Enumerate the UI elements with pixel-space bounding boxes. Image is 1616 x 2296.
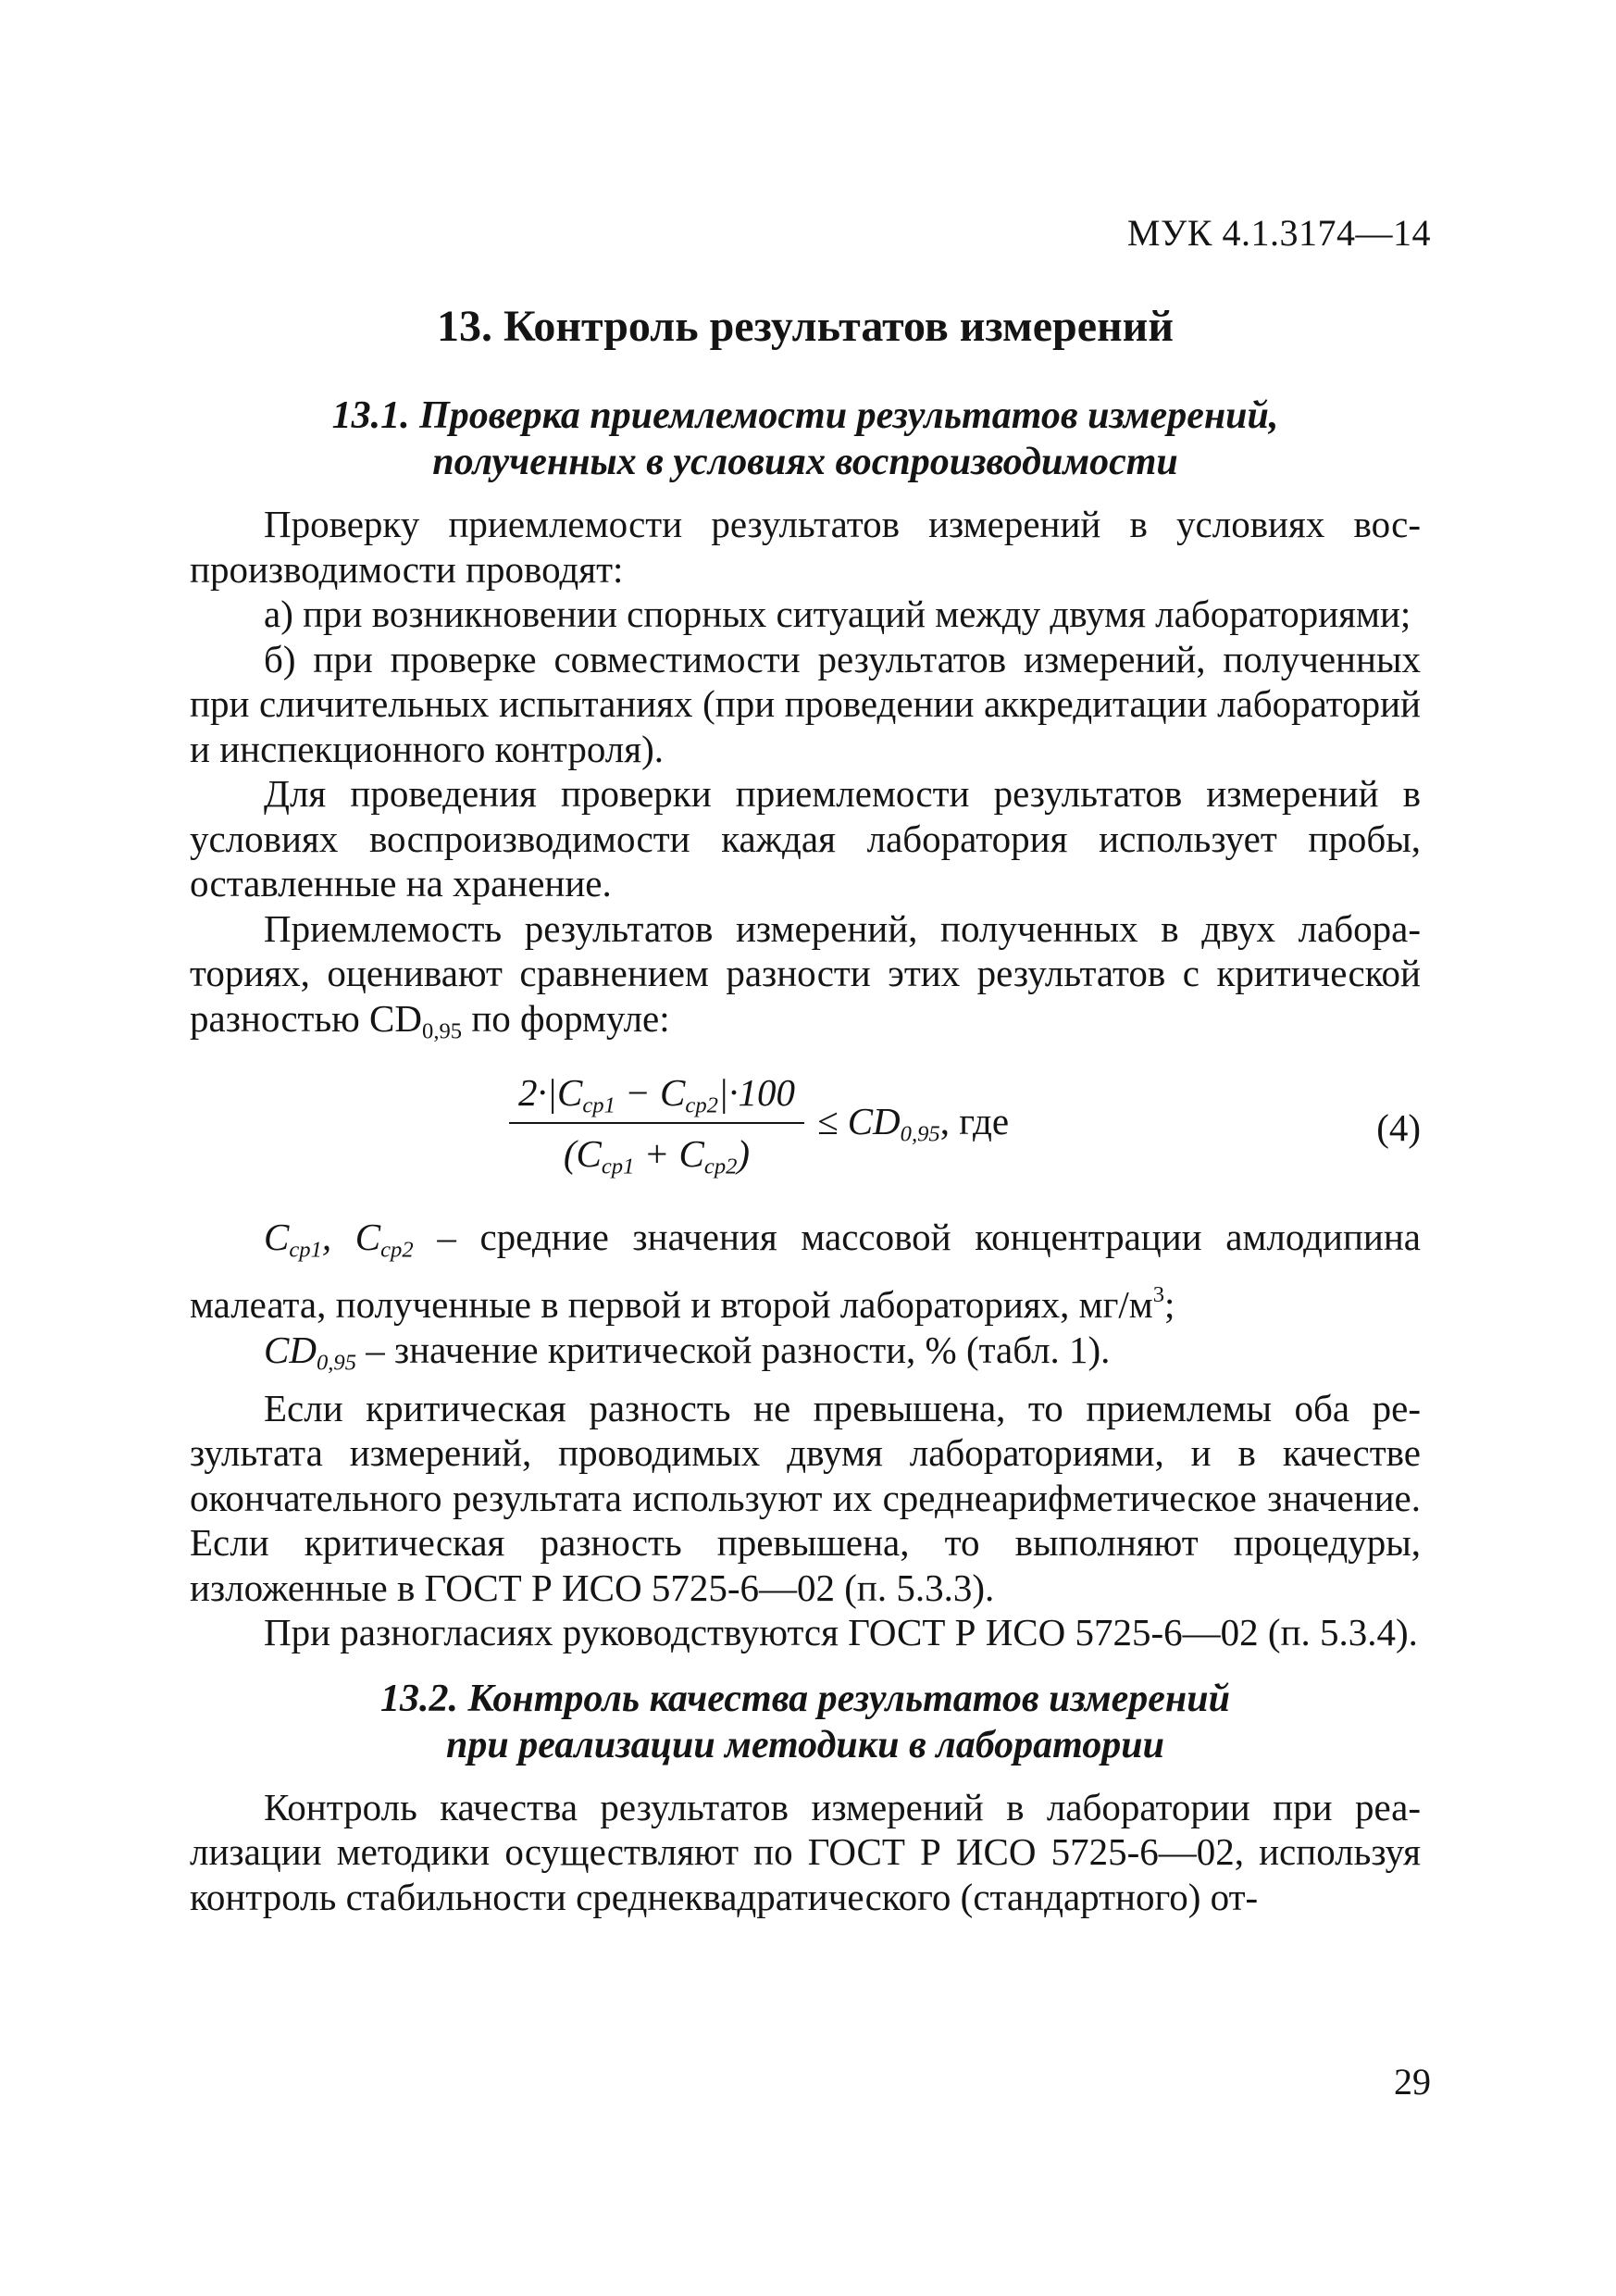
formula-numerator: [509, 1063, 804, 1122]
subsection-title-13-2: [190, 1676, 1421, 1768]
paragraph: Проверку приемлемости результатов измерений в условиях воспроизводимости проводят:: [190, 503, 1421, 591]
formula-text: ): [737, 1132, 751, 1176]
subscript: ср1: [601, 1154, 635, 1179]
paragraph: При разногласиях руководствуются ГОСТ Р ИСО 5725-6—02 (п. 5.3.4).: [264, 1611, 1418, 1654]
definition-critical-difference: [190, 1328, 1421, 1386]
formula: [509, 1063, 1009, 1183]
definition-text: ;: [1164, 1283, 1175, 1327]
subsection-title-13-1: [190, 393, 1421, 485]
paragraph-text: по формуле:: [462, 996, 670, 1040]
paragraph: Контроль качества результатов измерений в лаборатории при реализации методики осуществляют по ГОСТ Р ИСО 5725-6—02, используя контроль стабильности среднеквадратического (стандартного) от-: [190, 1785, 1421, 1918]
formula-text: , где: [939, 1100, 1010, 1143]
subscript: ср2: [685, 1092, 718, 1118]
subscript: 0,95: [316, 1350, 357, 1376]
subsection-title-line: 13.2. Контроль качества результатов измерений: [380, 1677, 1230, 1720]
subsection-title-line: при реализации методики в лаборатории: [446, 1723, 1164, 1766]
symbol: CD: [264, 1328, 317, 1371]
subscript: 0,95: [422, 1017, 463, 1043]
symbol: C: [264, 1216, 290, 1259]
formula-text: |·100: [717, 1071, 795, 1115]
page-number: 29: [1394, 2061, 1431, 2103]
subsection-title-line: 13.1. Проверка приемлемости результатов измерений,: [331, 394, 1279, 437]
subsection-title-line: полученных в условиях воспроизводимости: [432, 441, 1178, 483]
definition-concentration: [190, 1215, 1421, 1328]
formula-fraction: [509, 1063, 804, 1183]
list-item-b: б) при проверке совместимости результатов измерений, полученных при сличительных испытаниях (при проведении аккредитации лабораторий и инспекционного контроля).: [190, 637, 1421, 770]
document-code: МУК 4.1.3174—14: [1126, 212, 1431, 254]
subscript: ср2: [703, 1154, 738, 1179]
formula-text: (C: [563, 1132, 602, 1176]
paragraph-text: Приемлемость результатов измерений, полученных в двух лабораториях, оценивают сравнением разности этих результатов с критической разностью CD: [190, 906, 1421, 1040]
paragraph: Для проведения проверки приемлемости результатов измерений в условиях воспроизводимости каждая лаборатория использует пробы, оставленные на хранение.: [190, 772, 1421, 905]
formula-denominator: [554, 1124, 759, 1183]
formula-text: − C: [615, 1071, 686, 1115]
page-content: [190, 301, 1421, 1919]
list-item-a: а) при возникновении спорных ситуаций между двумя лабораториями;: [264, 593, 1411, 635]
equation-number: (4): [1376, 1106, 1421, 1150]
formula-text: ≤ CD: [816, 1100, 901, 1143]
subscript: 0,95: [900, 1121, 940, 1147]
formula-block: [190, 1059, 1421, 1207]
subscript: ср2: [380, 1237, 414, 1263]
symbol: , C: [321, 1216, 381, 1259]
paragraph: Если критическая разность не превышена, то приемлемы оба результата измерений, проводимых двумя лабораториями, и в качестве окончательного результата используют их среднеарифметическое значение. Если критическая разность превышена, то выполняют процедуры, изложенные в ГОСТ Р ИСО 5725-6—02 (п. 5.3.3).: [190, 1386, 1421, 1609]
subscript: ср1: [582, 1092, 615, 1118]
formula-text: + C: [634, 1132, 704, 1176]
definition-text: – значение критической разности, % (табл. 1).: [356, 1328, 1111, 1371]
formula-text: 2·|C: [518, 1071, 583, 1115]
section-title: 13. Контроль результатов измерений: [436, 302, 1174, 351]
subscript: ср1: [289, 1237, 322, 1263]
superscript: 3: [1152, 1282, 1165, 1308]
paragraph: [190, 906, 1421, 1054]
formula-rhs: [817, 1099, 1009, 1147]
definition-text: – средние значения массовой концентрации амлодипина малеата, полученные в первой и второй лабораториях, мг/м: [190, 1216, 1421, 1327]
